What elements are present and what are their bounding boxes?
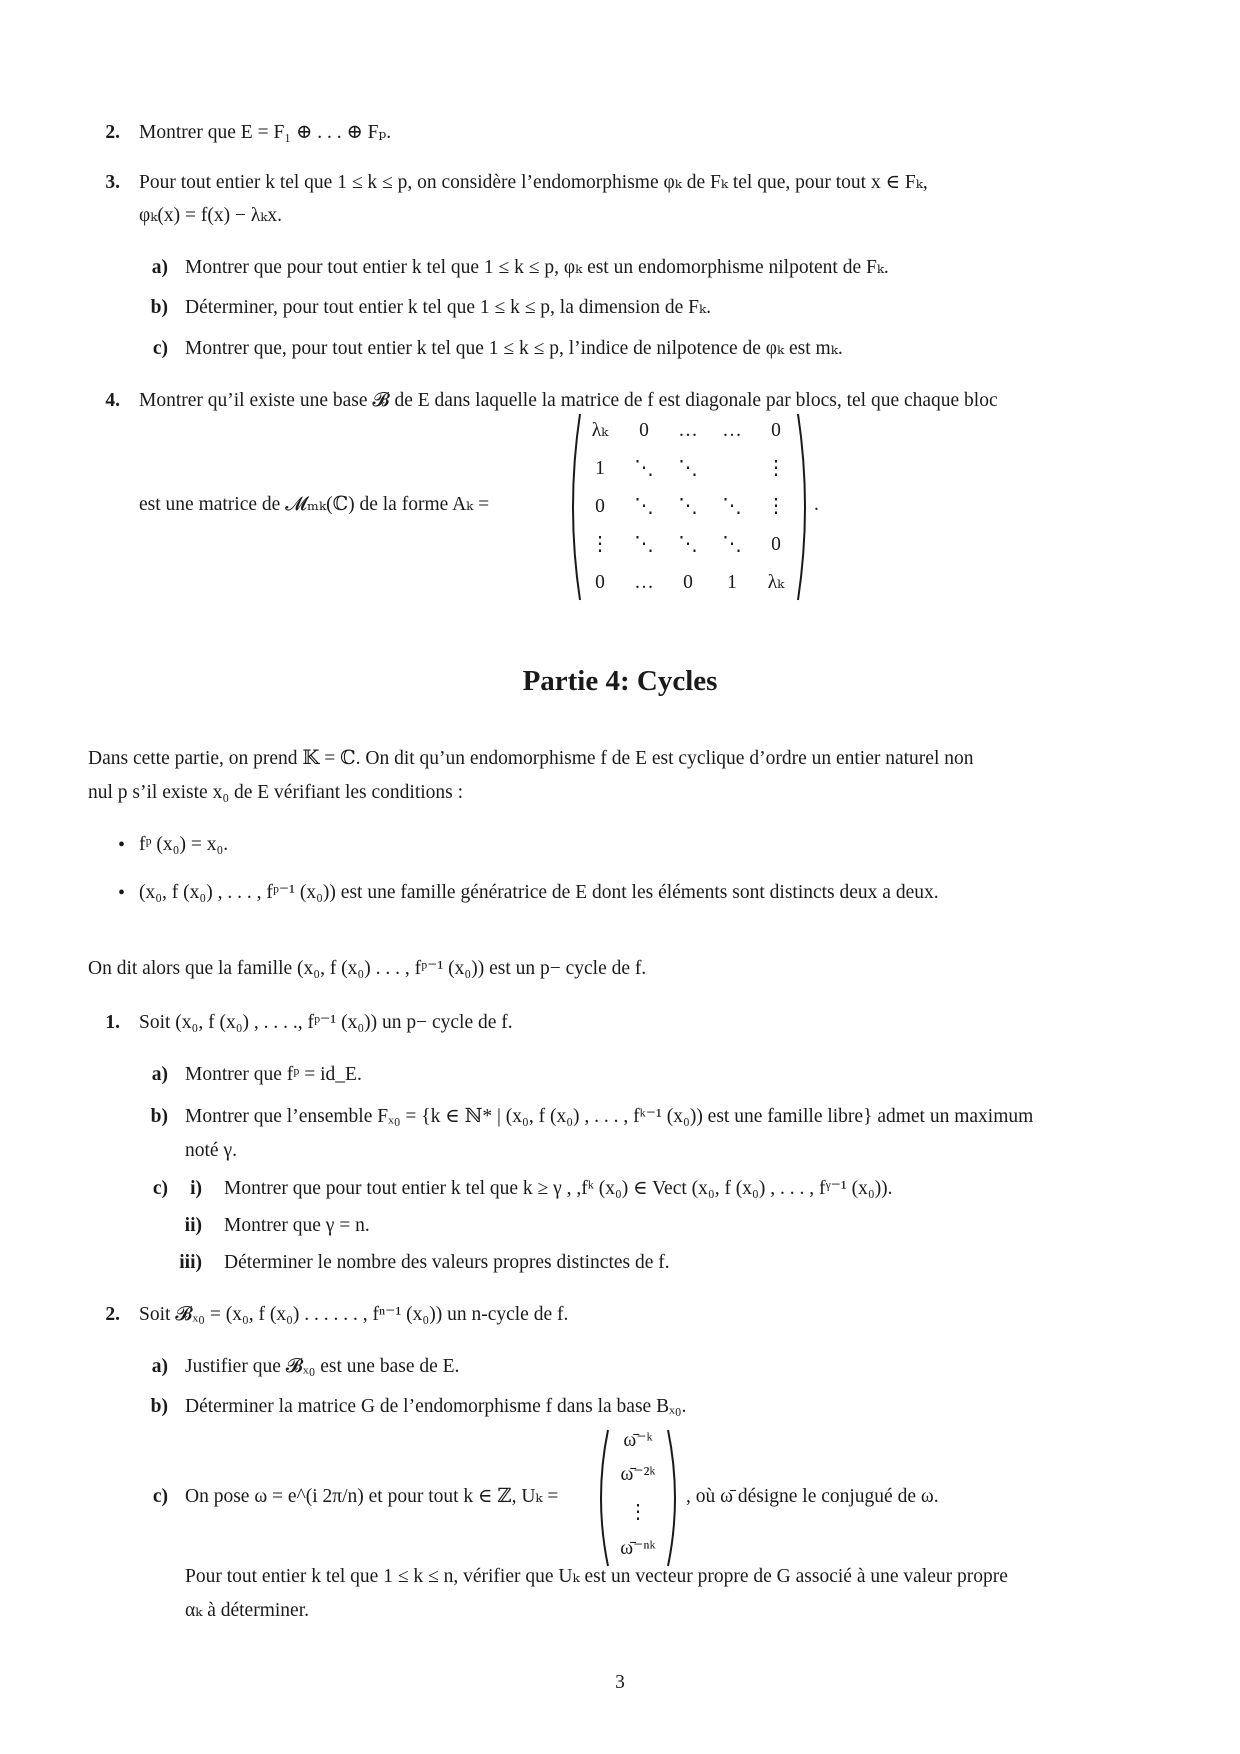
subquestion-label: c) [152,1486,168,1507]
question-text: Pour tout entier k tel que 1 ≤ k ≤ p, on considère l’endomorphisme φₖ de Fₖ tel que, pour tout x ∈ Fₖ, [139,172,928,193]
matrix-cell: ⋱ [678,458,698,479]
question-number: 2. [105,1304,120,1325]
right-paren-icon [666,1428,682,1568]
subquestion-text: αₖ à déterminer. [185,1600,309,1621]
subquestion-label: c) [152,338,168,359]
matrix-cell: ⋱ [634,496,654,517]
subquestion-label: b) [150,1396,168,1417]
bullet-text: fᵖ (x₀) = x₀. [139,834,229,855]
bullet-icon: • [118,834,126,856]
question-number: 2. [105,122,120,143]
question-text: est une matrice de 𝓜ₘₖ(ℂ) de la forme Aₖ = [139,494,490,515]
matrix-cell: 1 [595,458,605,479]
vector-cell: ⋮ [628,1502,648,1523]
matrix-cell: ⋱ [634,534,654,555]
item-label: iii) [179,1252,202,1273]
right-paren-icon [796,412,812,602]
subquestion-text: On pose ω = e^(i 2π/n) et pour tout k ∈ ℤ, Uₖ = [185,1486,559,1507]
matrix-cell: λₖ [767,572,785,593]
question-text: Montrer qu’il existe une base 𝓑 de E dans laquelle la matrice de f est diagonale par blocs, tel que chaque bloc [139,390,998,411]
item-text: Déterminer le nombre des valeurs propres distinctes de f. [224,1252,670,1273]
bullet-text: (x₀, f (x₀) , . . . , fᵖ⁻¹ (x₀)) est une famille génératrice de E dont les éléments sont distincts deux a deux. [139,882,939,903]
matrix-end-period: . [814,494,819,515]
subquestion-label: b) [150,297,168,318]
matrix-cell: 0 [639,420,649,441]
matrix-cell: ⋱ [678,496,698,517]
vector-cell: ω̄⁻²ᵏ [620,1464,656,1485]
subquestion-label: b) [150,1106,168,1127]
matrix-cell: ⋱ [722,496,742,517]
matrix-cell: 1 [727,572,737,593]
matrix-cell: 0 [771,420,781,441]
matrix-cell: ⋱ [678,534,698,555]
matrix-a-k [566,412,812,602]
subquestion-text: Justifier que 𝓑ₓ₀ est une base de E. [185,1356,460,1377]
vector-cell: ω̄⁻ⁿᵏ [620,1538,656,1559]
subquestion-text: Montrer que l’ensemble Fₓ₀ = {k ∈ ℕ* | (x₀, f (x₀) , . . . , fᵏ⁻¹ (x₀)) est une famille libre} admet un maximum [185,1106,1034,1127]
matrix-cell: ⋮ [590,534,610,555]
part-title: Partie 4: Cycles [522,665,718,697]
subquestion-text: Déterminer, pour tout entier k tel que 1 ≤ k ≤ p, la dimension de Fₖ. [185,297,711,318]
question-text: Montrer que E = F₁ ⊕ . . . ⊕ Fₚ. [139,122,392,143]
item-label: i) [190,1178,202,1199]
subquestion-label: a) [151,1356,168,1377]
matrix-cell: 0 [595,572,605,593]
matrix-cell: … [678,420,698,441]
question-text: Soit (x₀, f (x₀) , . . . ., fᵖ⁻¹ (x₀)) un p− cycle de f. [139,1012,513,1033]
subquestion-text: Déterminer la matrice G de l’endomorphisme f dans la base Bₓ₀. [185,1396,687,1417]
bullet-icon: • [118,882,126,904]
subquestion-text: Montrer que pour tout entier k tel que 1 ≤ k ≤ p, φₖ est un endomorphisme nilpotent de Fₖ. [185,257,889,278]
matrix-cell: ⋮ [766,458,786,479]
matrix-cell: ⋱ [634,458,654,479]
vector-u-k [594,1428,682,1568]
intro-text: Dans cette partie, on prend 𝕂 = ℂ. On dit qu’un endomorphisme f de E est cyclique d’ordre un entier naturel non [88,748,974,769]
subquestion-text: , où ω̄ désigne le conjugué de ω. [686,1486,939,1507]
question-text: Soit 𝓑ₓ₀ = (x₀, f (x₀) . . . . . . , fⁿ⁻¹ (x₀)) un n-cycle de f. [139,1304,569,1325]
matrix-cell: ⋱ [722,534,742,555]
subquestion-label: a) [151,1064,168,1085]
subquestion-label: a) [151,257,168,278]
item-label: ii) [184,1215,202,1236]
matrix-cell: … [634,572,654,593]
intro-text: nul p s’il existe x₀ de E vérifiant les conditions : [88,782,464,803]
intro-text: On dit alors que la famille (x₀, f (x₀) . . . , fᵖ⁻¹ (x₀)) est un p− cycle de f. [88,958,647,979]
page-number: 3 [615,1672,625,1693]
subquestion-text: Montrer que, pour tout entier k tel que 1 ≤ k ≤ p, l’indice de nilpotence de φₖ est mₖ. [185,338,843,359]
item-text: Montrer que γ = n. [224,1215,370,1236]
matrix-cell: ⋮ [766,496,786,517]
matrix-cell: … [722,420,742,441]
matrix-cell: 0 [771,534,781,555]
question-text: φₖ(x) = f(x) − λₖx. [139,205,283,226]
subquestion-text: Pour tout entier k tel que 1 ≤ k ≤ n, vérifier que Uₖ est un vecteur propre de G associé à une valeur propre [185,1566,1008,1587]
subquestion-text: noté γ. [185,1140,237,1161]
subquestion-text: Montrer que fᵖ = id_E. [185,1064,362,1085]
question-number: 1. [105,1012,120,1033]
question-number: 4. [105,390,120,411]
matrix-cell: 0 [683,572,693,593]
item-text: Montrer que pour tout entier k tel que k ≥ γ , ,fᵏ (x₀) ∈ Vect (x₀, f (x₀) , . . . , fᵞ⁻¹ (x₀)). [224,1178,893,1199]
vector-cell: ω̄⁻ᵏ [623,1430,653,1451]
question-number: 3. [105,172,120,193]
subquestion-label: c) [152,1178,168,1199]
matrix-cell: 0 [595,496,605,517]
matrix-cell: λₖ [591,420,609,441]
